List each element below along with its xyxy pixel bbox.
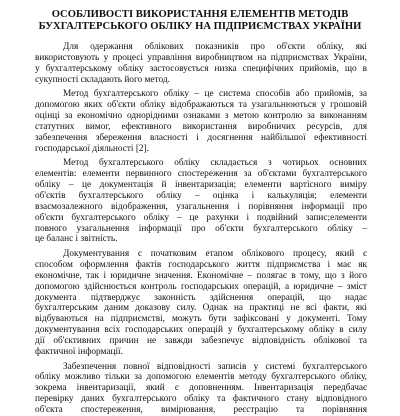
- paragraph-2: [35, 89, 367, 154]
- paragraph-line: господарської діяльності [2].: [35, 143, 150, 154]
- paragraph-line: фактичної інформації.: [35, 346, 123, 357]
- paragraph-line: відбуваються на підприємстві, можуть бути зафіксовані у документі. Тому: [35, 314, 367, 325]
- paragraph-line: зокрема інвентаризації, який є доповненням. Інвентаризація передбачає: [35, 383, 367, 394]
- paragraph-line: Метод бухгалтерського обліку складається з чотирьох основних: [63, 158, 367, 169]
- paragraph-line: дії об'єктивних причин не завжди забезпечує відповідність облікової та: [35, 335, 367, 346]
- paragraph-line: Метод бухгалтерського обліку – це система способів або прийомів, за: [63, 89, 367, 100]
- paragraph-line: забезпечення збереження власності і досягнення найбільшої ефективності: [35, 132, 367, 143]
- paragraph-line: оцінці за економічно однорідними ознаками з метою контролю за виконанням: [35, 111, 367, 122]
- document-body: [35, 42, 367, 416]
- paragraph-line: об'єктів бухгалтерського обліку – оцінка і калькуляція; елементи: [35, 190, 367, 201]
- paragraph-line: статутних вимог, ефективного використання виробничих ресурсів, для: [35, 121, 367, 132]
- paragraph-line: сукупності складають його метод.: [35, 74, 170, 85]
- paragraph-line: повного узагальнення інформації про об'єкти бухгалтерського обліку –: [35, 223, 367, 234]
- paragraph-line: використовують у процесі управління виробництвом на підприємствах України,: [35, 52, 367, 63]
- paragraph-line: обліку можливо тільки за допомогою елементів методу бухгалтерського обліку,: [35, 372, 367, 383]
- paragraph-line: бухгалтерським даним доказову силу. Однак на практиці не всі факти, які: [35, 303, 367, 314]
- paragraph-5: [35, 362, 367, 416]
- paragraph-1: [35, 42, 367, 85]
- paragraph-line: документа підтверджує законність здійснення операцій, що надає: [35, 292, 367, 303]
- paragraph-line: Для одержання облікових показників про об'єкти обліку, які: [63, 42, 367, 52]
- paragraph-line: способом оформлення фактів господарського життя підприємства і має як: [35, 260, 367, 271]
- paragraph-3: [35, 158, 367, 245]
- paragraph-line: документування всіх господарських операцій у бухгалтерському обліку в силу: [35, 325, 367, 336]
- paragraph-line: економічне, так і юридичне значення. Економічне – полягає в тому, що з його: [35, 270, 367, 281]
- paragraph-line: допомогою яких об'єкти обліку відображаються та узагальнюються у грошовій: [35, 100, 367, 111]
- paragraph-line: допомогою здійснюється контроль господарських операцій, а юридичне – зміст: [35, 281, 367, 292]
- paragraph-line: об'єкти бухгалтерського обліку – це рахунки і подвійний запис;елементи: [35, 212, 367, 223]
- paragraph-line: елементів: елементи первинного спостереження за об'єктами бухгалтерського: [35, 169, 367, 180]
- paragraph-line: Документування є початковим етапом облікового процесу, який є: [63, 249, 367, 260]
- paragraph-line: перевірку даних бухгалтерського обліку та фактичного стану відповідного: [35, 394, 367, 405]
- paragraph-line: взаємозалежного відображення, узагальнення і порівняння інформації про: [35, 201, 367, 212]
- paragraph-line: обліку – це документація й інвентаризація; елементи вартісного виміру: [35, 180, 367, 191]
- title-line-2: БУХГАЛТЕРСЬКОГО ОБЛІКУ НА ПІДПРИЄМСТВАХ УКРАЇНИ: [38, 21, 362, 32]
- paragraph-line: це баланс і звітність.: [35, 234, 118, 245]
- title-line-1: ОСОБЛИВОСТІ ВИКОРИСТАННЯ ЕЛЕМЕНТІВ МЕТОДІВ: [51, 9, 349, 20]
- document-title: [30, 9, 370, 33]
- paragraph-line: об'єкта спостереження, вимірювання, реєстрацію та порівняння: [35, 405, 367, 415]
- paragraph-line: Забезпечення повної відповідності записів у системі бухгалтерського: [63, 361, 367, 372]
- paragraph-4: [35, 249, 367, 357]
- paragraph-line: у бухгалтерському обліку застосовується низка специфічних прийомів, що в: [35, 63, 367, 74]
